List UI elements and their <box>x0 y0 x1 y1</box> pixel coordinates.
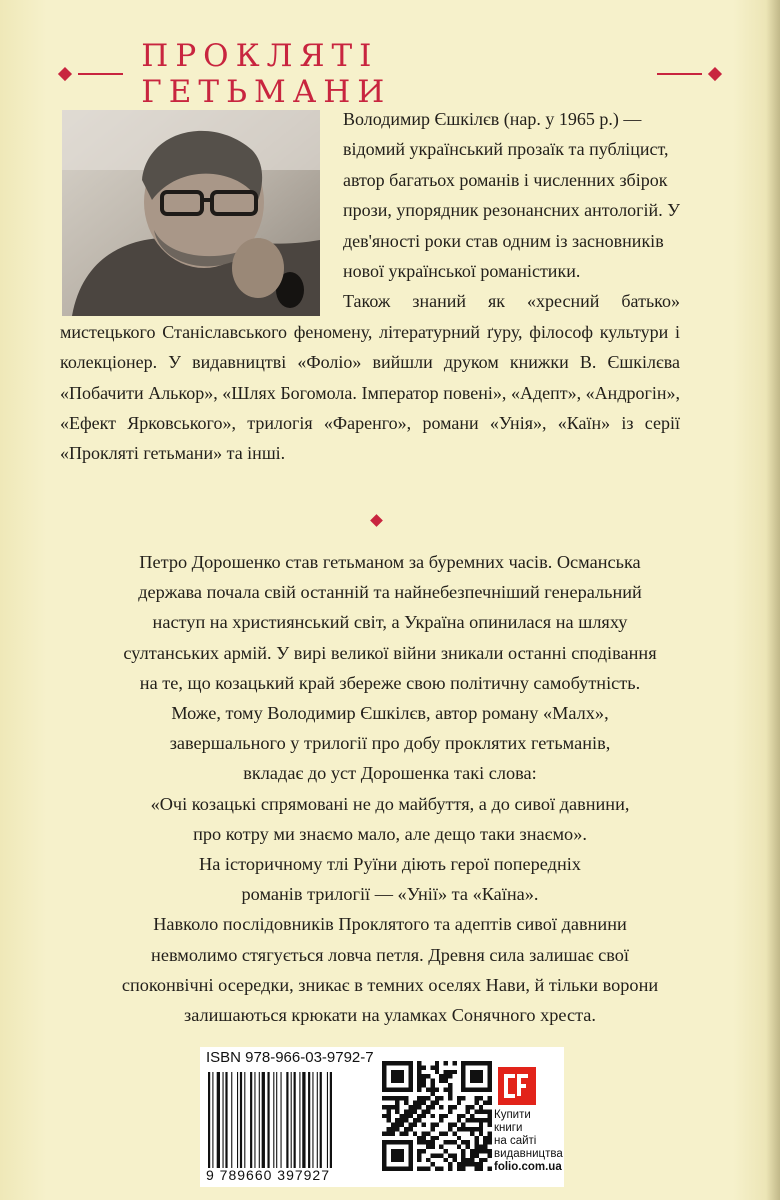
publisher-note <box>494 1109 562 1174</box>
annotation-line: «Очі козацькі спрямовані не до майбуття, а до сивої давнини, <box>150 793 630 814</box>
barcode-panel <box>200 1047 564 1187</box>
annotation-line: невмолимо стягується ловча петля. Древня сила залишає свої <box>151 944 629 965</box>
annotation-line: держава почала свій останній та найнебезпечніший генеральний <box>138 582 642 603</box>
annotation-line: вкладає до уст Дорошенка такі слова: <box>243 763 537 784</box>
series-header <box>60 38 720 110</box>
bio-intro: Володимир Єшкілєв (нар. у 1965 р.) — відомий український прозаїк та публіцист, автор багатьох романів і численних збірок прози, упорядник резонансних антологій. У дев'яності роки став одним із засновників нової української романістики. <box>343 109 680 282</box>
annotation-line: про котру ми знаємо мало, але дещо таки знаємо». <box>193 823 587 844</box>
annotation-line: споконвічні осередки, зникає в темних оселях Нави, й тільки ворони <box>121 974 659 995</box>
book-annotation <box>60 547 720 1030</box>
ornament-diamond-left <box>58 67 72 81</box>
publisher-url: folio.com.ua <box>494 1161 562 1173</box>
spine-edge <box>766 0 780 1200</box>
publisher-line: на сайті <box>494 1135 537 1147</box>
annotation-line: романів трилогії — «Унії» та «Каїна». <box>241 884 539 905</box>
bio-continued: Також знаний як «хресний батько» мистецького Станіславського феномену, літературний ґуру, філософ культури і колекціонер. У видавництві «Фоліо» вийшли друком книжки В. Єшкілєва «Побачити Алькор», «Шлях Богомола. Імператор повені», «Адепт», «Андрогін», «Ефект Ярковського», трилогія «Фаренго», романи «Унія», «Каїн» із серії «Прокляті гетьмани» та інші. <box>60 291 680 464</box>
ornament-line-right <box>657 73 702 75</box>
publisher-line: Купити книги <box>494 1109 531 1134</box>
annotation-line: завершального у трилогії про добу проклятих гетьманів, <box>169 733 611 754</box>
barcode <box>206 1072 372 1168</box>
annotation-line: На історичному тлі Руїни діють герої попередніх <box>199 854 581 875</box>
annotation-line: на те, що козацький край збереже свою політичну самобутність. <box>139 672 641 693</box>
annotation-line: наступ на християнський світ, а Україна опинилася на шляху <box>152 612 628 633</box>
annotation-line: Може, тому Володимир Єшкілєв, автор роману «Малх», <box>171 703 609 724</box>
annotation-line: залишаються крюкати на уламках Сонячного хреста. <box>184 1005 596 1026</box>
isbn-label: ISBN 978-966-03-9792-7 <box>206 1049 374 1066</box>
publisher-logo-icon <box>498 1067 536 1105</box>
ornament-line-left <box>78 73 123 75</box>
qr-code-icon <box>382 1061 492 1171</box>
publisher-line: видавництва <box>494 1148 563 1160</box>
annotation-line: султанських армій. У вирі великої війни зникали останні сподівання <box>123 642 657 663</box>
series-title: ПРОКЛЯТІ ГЕТЬМАНИ <box>141 38 392 110</box>
author-bio <box>60 104 680 469</box>
annotation-line: Навколо послідовників Проклятого та адептів сивої давнини <box>153 914 627 935</box>
barcode-digits: 9 789660 397927 <box>206 1167 330 1183</box>
annotation-line: Петро Дорошенко став гетьманом за буремних часів. Османська <box>139 552 641 572</box>
ornament-diamond-right <box>708 67 722 81</box>
